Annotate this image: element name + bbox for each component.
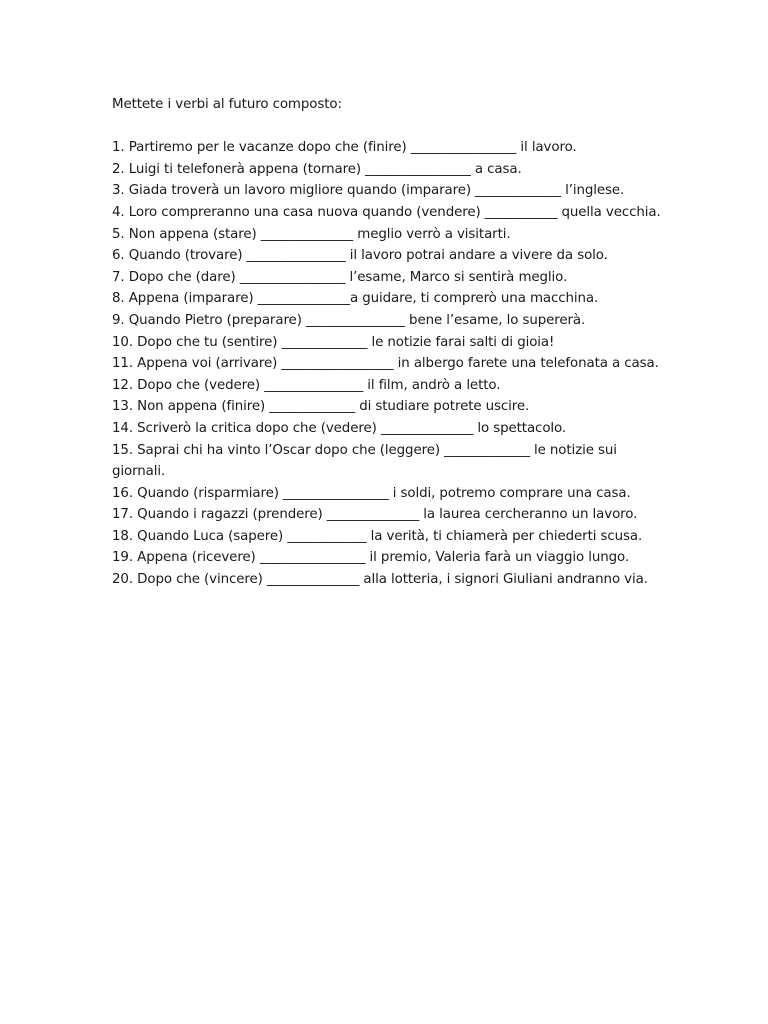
exercise-item-14: 14. Scriverò la critica dopo che (vedere) ______________ lo spettacolo. — [112, 420, 567, 436]
exercise-item-8: 8. Appena (imparare) ______________a guidare, ti comprerò una macchina. — [112, 291, 599, 307]
exercise-item-11: 11. Appena voi (arrivare) _________________ in albergo farete una telefonata a casa. — [112, 356, 659, 372]
exercise-item-1: 1. Partiremo per le vacanze dopo che (finire) ________________ il lavoro. — [112, 140, 577, 156]
exercise-item-10: 10. Dopo che tu (sentire) _____________ le notizie farai salti di gioia! — [112, 334, 555, 350]
exercise-item-19: 19. Appena (ricevere) ________________ il premio, Valeria farà un viaggio lungo. — [112, 550, 630, 566]
exercise-item-2: 2. Luigi ti telefonerà appena (tornare) ________________ a casa. — [112, 161, 522, 177]
exercise-item-9: 9. Quando Pietro (preparare) _______________ bene l’esame, lo supererà. — [112, 312, 586, 328]
exercise-item-12: 12. Dopo che (vedere) _______________ il film, andrò a letto. — [112, 377, 501, 393]
exercise-item-7: 7. Dopo che (dare) ________________ l’esame, Marco si sentirà meglio. — [112, 269, 568, 285]
exercise-content — [112, 94, 672, 591]
exercise-list — [112, 137, 672, 590]
exercise-title: Mettete i verbi al futuro composto: — [112, 97, 342, 112]
exercise-item-20: 20. Dopo che (vincere) ______________ alla lotteria, i signori Giuliani andranno via. — [112, 572, 648, 588]
exercise-item-13: 13. Non appena (finire) _____________ di studiare potrete uscire. — [112, 399, 530, 415]
exercise-item-3: 3. Giada troverà un lavoro migliore quando (imparare) _____________ l’inglese. — [112, 183, 625, 199]
exercise-item-17: 17. Quando i ragazzi (prendere) ______________ la laurea cercheranno un lavoro. — [112, 507, 638, 523]
exercise-item-18: 18. Quando Luca (sapere) ____________ la verità, ti chiamerà per chiederti scusa. — [112, 528, 643, 544]
exercise-item-15: 15. Saprai chi ha vinto l’Oscar dopo che (leggere) _____________ le notizie sui giornali. — [112, 442, 617, 480]
exercise-item-16: 16. Quando (risparmiare) ________________ i soldi, potremo comprare una casa. — [112, 485, 631, 501]
exercise-item-6: 6. Quando (trovare) _______________ il lavoro potrai andare a vivere da solo. — [112, 248, 608, 264]
exercise-item-5: 5. Non appena (stare) ______________ meglio verrò a visitarti. — [112, 226, 511, 242]
exercise-item-4: 4. Loro compreranno una casa nuova quando (vendere) ___________ quella vecchia. — [112, 204, 661, 220]
